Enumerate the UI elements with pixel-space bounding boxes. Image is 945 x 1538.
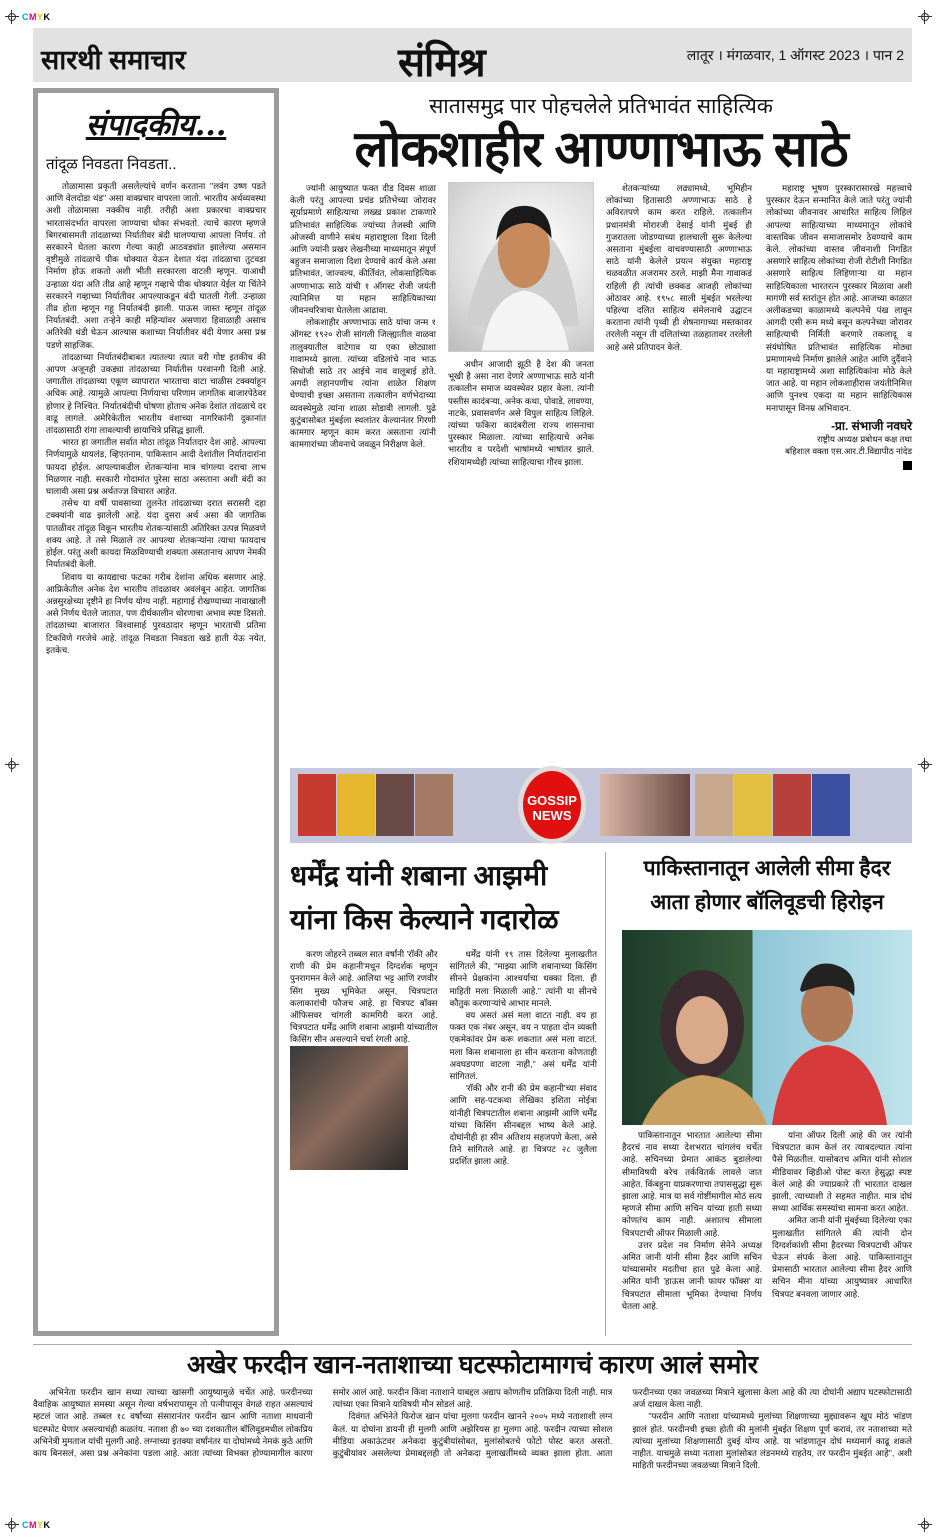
cmyk-mark: CMYK xyxy=(22,12,51,22)
paragraph: तांदळाच्या निर्यातबंदीबाबत त्यातल्या त्यात वरी गोष्ट इतकीच की आपण अजूनही उकड्या तांदळाच्या निर्यातीस परवानगी दिली आहे. जगातील तांदळाच्या एकूण व्यापारात भारताचा वाटा चाळीस टक्क्यांहून अधिक आहे. त्यामुळे आपल्या निर्णयाचा परिणाम जागतिक बाजारपेठेवर होणार हे निश्चित. निर्यातबंदीची घोषणा होताच अनेक देशांत तांदळाचे दर वाढू लागले. अमेरिकेतील भारतीय वंशाच्या नागरिकांनी दुकानांत तांदळासाठी रांगा लावल्याची छायाचित्रे प्रसिद्ध झाली. xyxy=(46,351,266,436)
paragraph: शिवाय या कायद्याचा फटका गरीब देशांना अधिक बसणार आहे. आफ्रिकेतील अनेक देश भारतीय तांदळावर अवलंबून आहेत. जागतिक अन्नसुरक्षेच्या दृष्टीने हा निर्णय योग्य नाही. महागाई रोखण्याच्या नावाखाली असे निर्णय घेतले जातात, पण दीर्घकालीन धोरणाचा अभाव स्पष्ट दिसतो. तांदळाच्या बाजारात विश्वासार्ह पुरवठादार म्हणून भारताची प्रतिमा टिकविणे गरजेचे आहे. तांदूळ निवडता निवडता खडे हाती येऊ नयेत, इतकेच. xyxy=(46,571,266,655)
paragraph: महाराष्ट्र भूषण पुरस्कारासारखे महत्त्वाचे पुरस्कार देऊन सन्मानित केले जाते परंतु ज्यांनी लोकांच्या जीवनावर आधारित साहित्य लिहिलं आपल्या साहित्याच्या माध्यमातून लोकांचे वास्तविक जीवन समाजासमोर ठेवण्याचे काम केले. लोकांच्या वास्तव जीवनाशी निगडित असणारे साहित्य लोकांच्या रोजी रोटीशी निगडित असणारे साहित्य लिहिणाऱ्या या महान साहित्यिकाला भारतरत्न पुरस्कार मिळावा अशी मागणी सर्व स्तरांतून होत आहे. आजच्या काळात अलीकडच्या काळामध्ये कल्पनेचे पंख लावून आगदी एसी रूम मध्ये बसून कल्पनेच्या जोरावर साहित्याची निर्मिती करणारे तकलादू व संयंघोषित प्रतिभावंत साहित्यिक मोठ्या प्रमाणामध्ये निर्माण झालेले आहेत आणि दुर्दैवाने या महाराष्ट्रामध्ये अशा साहित्यिकांना मोठे केले जात आहे. या महान लोकशाहीरास जयंतीनिमित्त आणि पुनश्च एकदा या महान साहित्यिकास मनापासून विनम्र अभिवादन. xyxy=(766,183,912,413)
paragraph: पाकिस्तानातून भारतात आलेल्या सीमा हैदरचं नाव सध्या देशभरात चांगलंच चर्चेत आहे. सचिनच्या प्रेमात आकंठ बुडालेल्या सीमाविषयी बरेच तर्कवितर्क लावले जात आहेत. किंबहुना याप्रकरणाचा तपाससुद्धा सुरू झाला आहे. मात्र या सर्व गोष्टींमागील मोठं सत्य म्हणजे सीमा आणि सचिन यांच्या हाती सध्या कोणतंच काम नाही. अशातच सीमाला चित्रपटाची ऑफर मिळाली आहे. xyxy=(622,1130,762,1238)
article-dharmendra xyxy=(290,852,606,1336)
actress-photo xyxy=(376,774,414,836)
registration-mark xyxy=(5,1518,19,1532)
article-seema-haider xyxy=(622,852,912,1336)
author-name: -प्रा. संभाजी नवघरे xyxy=(831,418,912,433)
actress-photo xyxy=(812,774,850,836)
dateline: लातूर । मंगळवार, 1 ऑगस्ट 2023 । पान 2 xyxy=(686,47,904,63)
paragraph: दिवंगत अभिनेते फिरोज खान यांचा मुलगा फरदीन खानने २००५ मध्ये नताशाशी लग्न केलं. या दोघांना डायनी ही मुलगी आणि अझेरियस हा मुलगा आहे. फरदीन त्याच्या सोशल मीडिया अकाऊंटवर अनेकदा कुटुंबीयांसोबत, मुलांसोबतचे फोटो पोस्ट करत असतो. कुटुंबीयांवर असलेल्या प्रेमाबद्दलही तो अनेकदा मुलाखतींमध्ये व्यक्त झाला होता. आता फरदीनच्या एका जवळच्या मित्राने खुलासा केला आहे की त्या दोघांनी अद्याप घटस्फोटासाठी अर्ज दाखल केला नाही. xyxy=(332,1387,912,1459)
paragraph: तसेच या वर्षी पावसाच्या तुलनेत तांदळाच्या दरात सरासरी दहा टक्क्यांनी वाढ झालेली आहे. यंदा दुसरा अर्थ असा की जागतिक पातळीवर तांदूळ विकून भारतीय शेतकऱ्यांसाठी अतिरिक्त उत्पन्न मिळवणे शक्य आहे. ते तसे मिळाले तर आपल्या शेतकऱ्यांना त्याचा फायदाच होईल. परंतु अशी कायदा मिळविण्याची शक्यता असतानाच आपण नेमकी निर्यातबंदी केली. xyxy=(46,498,266,570)
gossip-news-badge: GOSSIP NEWS xyxy=(518,766,586,844)
author-signature xyxy=(766,420,912,473)
registration-mark xyxy=(918,10,932,24)
article-column xyxy=(448,182,594,468)
paragraph: यांना ऑफर दिली आहे की जर त्यांनी चित्रपटात काम केलं तर त्याबदल्यात त्यांना पैसे मिळतील. यासोबतच अमित यांनी सोशल मीडियावर व्हिडीओ पोस्ट करत हेसुद्धा स्पष्ट केलं आहे की ज्याप्रकारे ती भारतात दाखल झाली, त्याच्याशी ते सहमत नाहीत. मात्र दोघं सध्या आर्थिक समस्यांचा सामना करत आहेत. xyxy=(772,1130,912,1214)
editorial-heading: तांदूळ निवडता निवडता.. xyxy=(46,156,177,173)
actress-photo xyxy=(337,774,375,836)
article-headline: अखेर फरदीन खान-नताशाच्या घटस्फोटामागचं कारण आलं समोर xyxy=(187,1351,758,1379)
article-headline: धर्मेंद्र यांनी शबाना आझमी यांना किस केल्याने गदारोळ xyxy=(290,860,559,935)
annabhau-portrait-image xyxy=(448,182,594,352)
paragraph: अमित जानी यांनी मुंबईच्या दिलेल्या एका मुलाखतीत सांगितले की त्यांनी दोन दिग्दर्शकांशी सीमा हैदरच्या चित्रपटाची ऑफर घेऊन संपर्क केला आहे. पाकिस्तानातून प्रेमासाठी भारतात आलेल्या सीमा हैदर आणि सचिन मीना यांच्या आयुष्यावर आधारित चित्रपट बनवला जाणार आहे. xyxy=(772,1215,912,1299)
paragraph: धर्मेंद्र यांनी १९ तास दिलेल्या मुलाखतीत सांगितले की, ''माझ्या आणि शबानाच्या किसिंग सीनने प्रेक्षकांना आश्चर्याचा धक्का दिला. ही माहिती मला मिळाली आहे.'' त्यांनी या सीनचे कौतुक करणाऱ्यांचे आभार मानले. xyxy=(449,949,597,1008)
gossip-photo xyxy=(600,774,690,836)
article-column xyxy=(290,182,436,450)
article-column xyxy=(766,182,912,473)
paragraph: भारत हा जगातील सर्वात मोठा तांदूळ निर्यातदार देश आहे. आपल्या निर्णयामुळे थायलंड, व्हिएतनाम, पाकिस्तान आदी देशांतील निर्यातदारांना फायदा होईल. आपल्याकडील शेतकऱ्यांना मात्र चांगल्या दराचा लाभ मिळणार नाही. सरकारी गोदामांत पुरेसा साठा असताना अशी बंदी का घालावी असा प्रश्न अर्थतज्ज्ञ विचारत आहेत. xyxy=(46,437,266,497)
registration-mark xyxy=(5,758,19,772)
paragraph: तोळामासा प्रकृती असलेल्यांचे वर्णन करताना ''लवंग उष्ण पडते आणि वेलदोडा थंड'' असा वाक्प्रचार वापरला जातो. भारतीय अर्थव्यवस्था अशी तोळामासा नक्कीच नाही. तरीही अशा प्रकारचा वाक्प्रचार भारतासंदर्भात वापरला जाण्याचा धोका संभवतो. त्याचे कारण म्हणजे बिगरबासमती तांदळाच्या निर्यातीवर बंदी घालण्याचा आपला निर्णय. तो सरकारने घेतला कारण गेल्या काही आठवड्यांत झालेल्या असमान वृष्टीमुळे तांदळाचे पीक धोक्यात येऊन देशात यंदा तांदळाचा तुटवडा निर्माण होऊ शकतो अशी भीती सरकारला वाटली म्हणून. याआधी उन्हाळा यंदा अति तीव्र आहे म्हणून गव्हाचे पीक धोक्यात येईल या चिंतेने सरकारने गव्हाच्या निर्यातीवर आपल्याकडून बंदी घातली गेली. उन्हाळा तीव्र होता म्हणून गहू निर्यातबंदी झाली. पाऊस जास्त म्हणून तांदूळ निर्यातबंदी. अशा तऱ्हेने काही महिन्यांवर असणारा हिवाळाही असाच अतिरेकी थंडी घेऊन आल्यास कशाच्या निर्यातीवर बंदी येणार असा प्रश्न पडणे साहजिक. xyxy=(46,181,266,350)
article-annabhau-sathe xyxy=(290,90,912,760)
registration-mark xyxy=(918,1518,932,1532)
paragraph: करण जोहरने तब्बल सात वर्षांनी 'रॉकी और राणी की प्रेम कहानी'मधून दिग्दर्शक म्हणून पुनरागमन केले आहे. आलिया भट्ट आणि रणवीर सिंग मुख्य भूमिकेत असून, चित्रपटात कलाकारांची फौजच आहे. हा चित्रपट बॉक्स ऑफिसवर चांगली कामगिरी करत आहे. चित्रपटात धर्मेंद्र आणि शबाना आझमी यांच्यातील किसिंग सीन असल्याने चर्चा रंगली आहे. xyxy=(290,949,438,1045)
actress-photo xyxy=(773,774,811,836)
paragraph: ''फरदीन आणि नताशा यांच्यामध्ये मुलांच्या शिक्षणाच्या मुद्द्यावरून खूप मोठं भांडण झालं होतं. फरदीनची इच्छा होती की मुलांनी मुंबईत शिक्षण पूर्ण करावं, तर नताशाच्या मते त्यांच्या मुलांच्या शिक्षणासाठी दुबई योग्य आहे. या भांडणातून दोघं मध्यमार्ग काढू शकले नाहीत. याचमुळे सध्या नताशा मुलांसोबत लंडनमध्ये राहतेय, तर फरदीन मुंबईत आहे'', अशी माहिती फरदीनच्या जवळच्या मित्राने दिली. xyxy=(632,1411,912,1471)
section-title: सारथी समाचार xyxy=(41,45,186,75)
actress-photo xyxy=(734,774,772,836)
author-role: राष्ट्रीय अध्यक्ष प्रबोधन कक्ष तथा xyxy=(817,433,912,444)
paragraph: अधीन आजादी झूठी है देश की जनता भूखी है असा नारा देणारे अण्णाभाऊ साठे यांनी तत्कालीन समाज व्यवस्थेवर प्रहार केला. त्यांनी पस्तीस कादंबऱ्या, अनेक कथा, पोवाडे, लावण्या, नाटके, प्रवासवर्णन असे विपुल साहित्य लिहिले. त्यांच्या फकिरा कादंबरीला राज्य शासनाचा पुरस्कार मिळाला. त्यांच्या साहित्याचे अनेक भारतीय व परदेशी भाषांमध्ये भाषांतर झाले. रशियामध्येही त्यांच्या साहित्याचा गौरव झाला. xyxy=(448,359,594,467)
article-fardeen-khan xyxy=(33,1344,912,1504)
paragraph: लोकशाहीर अण्णाभाऊ साठे यांचा जन्म १ ऑगस्ट १९२० रोजी सांगली जिल्ह्यातील वाळवा तालुक्यातील वाटेगाव या एका छोट्याशा गावामध्ये झाला. त्यांच्या वडिलांचे नाव भाऊ सिधोजी साठे तर आईचे नाव वालूबाई होते. अगदी लहानपणीच त्यांना शाळेत शिक्षण घेण्याची इच्छा असताना तत्कालीन वर्णभेदाच्या व्यवस्थेमुळे त्यांना शाळा सोडावी लागली. पुढे कुटुंबासोबत मुंबईला स्थलांतर केल्यानंतर गिरणी कामगार म्हणून काम करत असताना त्यांनी कामगारांच्या जीवनाचे जवळून निरीक्षण केले. xyxy=(290,317,436,450)
actress-photo xyxy=(298,774,336,836)
paragraph: अभिनेता फरदीन खान सध्या त्याच्या खासगी आयुष्यामुळे चर्चेत आहे. फरदीनच्या वैवाहिक आयुष्यात समस्या असून गेल्या वर्षभरापासून तो पत्नीपासून वेगळं राहत असल्याचं म्हटलं जात आहे. तब्बल १८ वर्षांच्या संसारानंतर फरदीन खान आणि नताशा माधवानी घटस्फोट घेणार असल्याचंही कळतंय. नताशा ही ७० च्या दशकातील बॉलिवूडमधील लोकप्रिय अभिनेत्री मुमताज यांची मुलगी आहे. लग्नाच्या इतक्या वर्षांनंतर या दोघांमध्ये नेमकं कुठे आणि काय बिनसलं, असा प्रश्न अनेकांना पडला आहे. आता त्यांच्या विभक्त होण्यामागील कारण समोर आलं आहे. फरदीन किंवा नताशाने याबद्दल अद्याप कोणतीच प्रतिक्रिया दिली नाही. मात्र त्यांच्या एका मित्राने याविषयी मौन सोडलं आहे. xyxy=(33,1387,613,1459)
paragraph: उत्तर प्रदेश नव निर्माण सेनेने अध्यक्ष अमित जानी यांनी सीमा हैदर आणि सचिन यांच्यासमोर मदतीचा हात पुढे केला आहे. अमित यांनी 'हाऊस जानी फायर फॉक्स' या चित्रपटात सीमाला भूमिका देण्याचा निर्णय घेतला आहे. xyxy=(622,1239,762,1311)
actress-photo xyxy=(695,774,733,836)
paragraph: शेतकऱ्यांच्या लढ्यामध्ये, भूमिहीन लोकांच्या हितासाठी अण्णाभाऊ साठे हे अविरतपणे काम करत राहिले. तत्कालीन प्रधानमंत्री मोरारजी देसाई यांनी मुंबई ही गुजरातला जोडण्याच्या हालचाली सुरू केलेल्या असताना मुंबईला वाचवण्यासाठी अण्णाभाऊ साठे यांनी केलेले प्रयत्न संयुक्त महाराष्ट्र चळवळीत अजरामर ठरले. माझी मैना गावाकडं राहिली ही त्यांची छक्कड आजही लोकांच्या ओठावर आहे. १९५८ साली मुंबईत भरलेल्या पहिल्या दलित साहित्य संमेलनाचे उद्घाटन करताना त्यांनी पृथ्वी ही शेषनागाच्या मस्तकावर तरलेली नसून ती दलितांच्या तळहातावर तरलेली आहे असे प्रतिपादन केले. xyxy=(606,183,752,352)
end-mark xyxy=(903,461,912,470)
gossip-news-banner xyxy=(290,768,912,843)
article-headline: लोकशाहीर आण्णाभाऊ साठे xyxy=(354,121,848,177)
seema-sachin-photo xyxy=(622,930,912,1125)
author-org: बहिशःल वक्ता एस.आर.टी.विद्यापीठ नांदेड xyxy=(785,445,912,456)
registration-mark xyxy=(5,10,19,24)
article-column xyxy=(606,182,752,353)
editorial-box xyxy=(33,88,279,1336)
paragraph: ज्यांनी आयुष्यात फक्त दीड दिवस शाळा केली परंतु आपल्या प्रचंड प्रतिभेच्या जोरावर सूर्याप्रमाणे साहित्याचा लख्ख प्रकाश टाकणारे प्रतिभावंत साहित्यिक ज्यांच्या तेजस्वी आणि ओजस्वी वाणीने सबंध महाराष्ट्राला दिशा दिली आणि ज्यांनी प्रखर लेखनीच्या माध्यमातून संपूर्ण बहुजन समाजाला दिशा देण्याचे कार्य केले असा प्रतिभावंत, जाज्वल्य, कीर्तिवंत, लोकसाहित्यिक अण्णाभाऊ साठे यांची १ ऑगस्ट रोजी जयंती त्यानिमित्त या महान साहित्यिकाच्या जीवनचरित्राचा घेतलेला आढावा. xyxy=(290,183,436,316)
registration-mark xyxy=(918,758,932,772)
cmyk-mark: CMYK xyxy=(22,1520,51,1530)
article-kicker: सातासमुद्र पार पोहचलेले प्रतिभावंत साहित्यिक xyxy=(429,95,773,118)
masthead-logo: संमिश्र xyxy=(398,39,485,86)
film-still-image xyxy=(290,1046,408,1170)
article-headline: पाकिस्तानातून आलेली सीमा हैदर आता होणार बॉलिवूडची हिरोइन xyxy=(643,857,891,914)
editorial-title: संपादकीय... xyxy=(85,108,227,143)
paragraph: 'रॉकी और रानी की प्रेम कहानी'च्या संवाद आणि सह-पटकथा लेखिका इशिता मोईत्रा यांनीही चित्रपटातील शबाना आझमी आणि धर्मेंद्र यांच्या किसिंग सीनबद्दल भाष्य केले आहे. दोघांनीही हा सीन अतिशय सहजपणे केला, असे तिने सांगितले आहे. हा चित्रपट २८ जुलैला प्रदर्शित झाला आहे. xyxy=(449,1083,597,1167)
actress-photo xyxy=(415,774,453,836)
paragraph: वय असतं असं मला वाटत नाही. वय हा फक्त एक नंबर असून, वय न पाहता दोन व्यक्ती एकमेकांवर प्रेम करू शकतात असं मला वाटतं. मला किस शबानाला हा सीन करताना कोणताही अवघडपणा वाटला नाही,'' असं धर्मेंद्र यांनी सांगितलं. xyxy=(449,1010,597,1082)
page-header xyxy=(33,28,912,86)
